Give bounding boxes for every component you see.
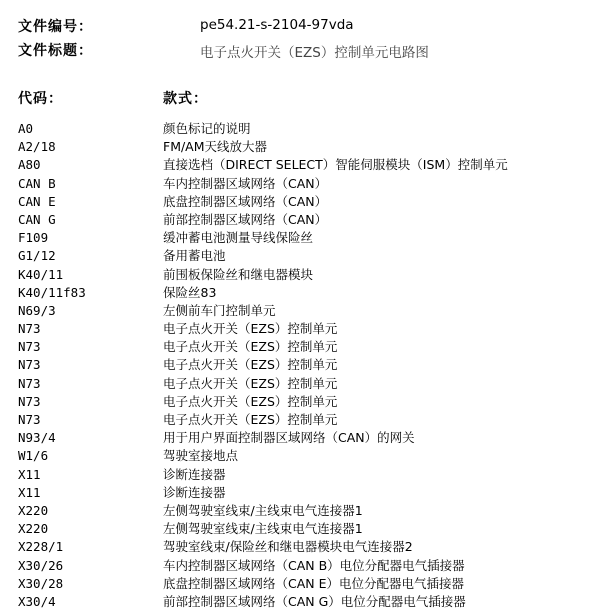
component-code: N73 [18, 357, 41, 373]
component-description: 诊断连接器 [163, 466, 226, 482]
component-description: 前围板保险丝和继电器模块 [163, 266, 314, 282]
component-description: 驾驶室线束/保险丝和继电器模块电气连接器2 [163, 539, 413, 555]
component-code: CAN E [18, 193, 56, 209]
list-item [0, 502, 602, 520]
component-description: 直接选档（DIRECT SELECT）智能伺服模块（ISM）控制单元 [163, 157, 508, 173]
doc-number-value: pe54.21-s-2104-97vda [200, 17, 354, 33]
component-description: 左侧前车门控制单元 [163, 302, 276, 318]
component-code: A80 [18, 157, 41, 173]
component-description: 电子点火开关（EZS）控制单元 [163, 321, 338, 337]
component-description: 左侧驾驶室线束/主线束电气连接器1 [163, 502, 363, 518]
component-description: 前部控制器区域网络（CAN G）电位分配器电气插接器 [163, 593, 466, 609]
component-description: 缓冲蓄电池测量导线保险丝 [163, 230, 314, 246]
list-item [0, 266, 602, 284]
component-code: CAN B [18, 175, 56, 191]
component-description: 电子点火开关（EZS）控制单元 [163, 412, 338, 427]
component-description: 驾驶室接地点 [163, 448, 239, 464]
list-item [0, 411, 602, 429]
component-code: N93/4 [18, 430, 56, 446]
list-item [0, 538, 602, 556]
list-item [0, 447, 602, 465]
list-item [0, 284, 602, 302]
component-description: 用于用户界面控制器区域网络（CAN）的网关 [163, 430, 415, 446]
doc-title-label: 文件标题： [18, 43, 93, 59]
component-code: K40/11f83 [18, 284, 86, 300]
component-code: X11 [18, 484, 41, 500]
description-column-header: 款式： [163, 91, 208, 107]
component-description: 底盘控制器区域网络（CAN E）电位分配器电气插接器 [163, 575, 465, 591]
list-item [0, 593, 602, 611]
list-item [0, 120, 602, 138]
doc-title-value: 电子点火开关（EZS）控制单元电路图 [200, 45, 429, 61]
component-code: X11 [18, 466, 41, 482]
component-description: 电子点火开关（EZS）控制单元 [163, 393, 338, 409]
list-item [0, 338, 602, 356]
component-description: 颜色标记的说明 [163, 121, 251, 136]
list-item [0, 193, 602, 211]
component-description: 底盘控制器区域网络（CAN） [163, 193, 328, 209]
component-description: 保险丝83 [163, 284, 217, 300]
component-code: X30/4 [18, 593, 56, 609]
component-description: 左侧驾驶室线束/主线束电气连接器1 [163, 521, 363, 537]
component-code: X228/1 [18, 539, 64, 555]
component-code: A2/18 [18, 139, 56, 155]
component-description: 电子点火开关（EZS）控制单元 [163, 339, 338, 355]
list-item [0, 138, 602, 156]
list-item [0, 302, 602, 320]
list-item [0, 211, 602, 229]
list-item [0, 320, 602, 338]
list-item [0, 393, 602, 411]
list-item [0, 557, 602, 575]
component-code: CAN G [18, 211, 56, 227]
component-description: 备用蓄电池 [163, 248, 226, 264]
component-code: A0 [18, 121, 34, 136]
list-item [0, 229, 602, 247]
list-item [0, 575, 602, 593]
list-item [0, 356, 602, 374]
component-code: N73 [18, 375, 41, 391]
component-code: N73 [18, 321, 41, 337]
list-item [0, 466, 602, 484]
list-item [0, 375, 602, 393]
component-description: 前部控制器区域网络（CAN） [163, 211, 328, 227]
component-code: N69/3 [18, 302, 56, 318]
component-description: 车内控制器区域网络（CAN B）电位分配器电气插接器 [163, 557, 465, 573]
component-code: X220 [18, 502, 49, 518]
component-code: X220 [18, 521, 49, 537]
list-item [0, 429, 602, 447]
component-code: X30/26 [18, 557, 64, 573]
list-item [0, 247, 602, 265]
list-item [0, 156, 602, 174]
component-code: N73 [18, 393, 41, 409]
list-item [0, 175, 602, 193]
code-column-header: 代码： [18, 91, 63, 107]
component-description: 电子点火开关（EZS）控制单元 [163, 357, 338, 373]
component-code: X30/28 [18, 575, 64, 591]
doc-number-label: 文件编号： [18, 19, 93, 35]
component-code: N73 [18, 339, 41, 355]
component-code: G1/12 [18, 248, 56, 264]
list-item [0, 484, 602, 502]
component-list [0, 120, 602, 611]
component-code: N73 [18, 412, 41, 427]
component-description: 车内控制器区域网络（CAN） [163, 175, 328, 191]
component-description: 电子点火开关（EZS）控制单元 [163, 375, 338, 391]
component-description: FM/AM天线放大器 [163, 139, 268, 155]
component-description: 诊断连接器 [163, 484, 226, 500]
component-code: F109 [18, 230, 49, 246]
component-code: W1/6 [18, 448, 49, 464]
list-item [0, 520, 602, 538]
component-code: K40/11 [18, 266, 64, 282]
